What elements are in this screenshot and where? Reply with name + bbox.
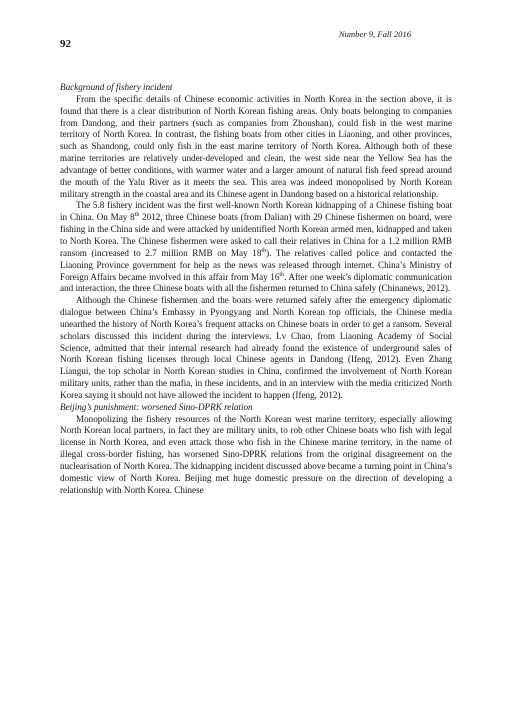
section-heading-punishment: Beijing’s punishment: worsened Sino-DPRK relation	[60, 401, 253, 412]
superscript-ordinal: th	[261, 247, 267, 254]
paragraph: Although the Chinese fishermen and the boats were returned safely after the emergency diplomatic dialogue between China’s Embassy in Pyongyang and North Korean top officials, the Chinese media unearthed the history of North Korea’s frequent attacks on Chinese boats in order to get a ransom. Several scholars discussed this incident during the interviews. Lv Chao, from Liaoning Academy of Social Science, admitted that their internal research had already found the existence of underground sales of North Korean fishing licenses through local Chinese agents in Dandong (Ifeng, 2012). Even Zhang Liangui, the top scholar in North Korean studies in China, confirmed the involvement of North Korean military units, rather than the mafia, in these incidents, and in an interview with the media criticized North Korea saying it should not have allowed the incident to happen (Ifeng, 2012).	[60, 295, 452, 400]
page-number: 92	[60, 38, 71, 50]
running-header-issue: Number 9, Fall 2016	[338, 29, 411, 39]
paragraph: The 5.8 fishery incident was the first well-known North Korean kidnapping of a Chinese fishing boat in China. On May 8th 2012, three Chinese boats (from Dalian) with 29 Chinese fishermen on board, were fishing in the China side and were attacked by unidentified North Korean armed men, kidnapped and taken to North Korea. The Chinese fishermen were asked to call their relatives in China for a 1.2 million RMB ransom (increased to 2.7 million RMB on May 18th). The relatives called police and contacted the Liaoning Province government for help as the news was released through internet. China’s Ministry of Foreign Affairs became involved in this affair from May 16th. After one week’s diplomatic communication and interaction, the three Chinese boats with all the fishermen returned to China safely (Chinanews, 2012).	[60, 200, 452, 294]
section-heading-background: Background of fishery incident	[60, 82, 173, 92]
article-body	[60, 82, 452, 497]
superscript-ordinal: th	[134, 212, 140, 219]
paragraph: From the specific details of Chinese economic activities in North Korea in the section above, it is found that there is a clear distribution of North Korean fishing areas. Only boats belonging to companies from Dandong, and their partners (such as companies from Zhoushan), could fish in the west marine territory of North Korea. In contrast, the fishing boats from other cities in Liaoning, and other provinces, such as Shandong, could only fish in the east marine territory of North Korea. Although both of these marine territories are relatively under-developed and clean, the west side near the Yellow Sea has the advantage of better conditions, with warmer water and a larger amount of natural fish feed spread around the mouth of the Yalu River as it meets the sea. This area was indeed monopolised by North Korean military strength in the coastal area and its Chinese agent in Dandong based on a historical relationship.	[60, 93, 452, 199]
superscript-ordinal: th	[279, 271, 285, 278]
paragraph: Monopolizing the fishery resources of the North Korean west marine territory, especially allowing North Korean local partners, in fact they are military units, to rob other Chinese boats who fish with legal license in North Korea, and even attack those who fish in the Chinese marine territory, in the name of illegal cross-border fishing, has worsened Sino-DPRK relations from the original disagreement on the nuclearisation of North Korea. The kidnapping incident discussed above became a turning point in China’s domestic view of North Korea. Beijing met huge domestic pressure on the direction of developing a relationship with North Korea. Chinese	[60, 413, 452, 495]
